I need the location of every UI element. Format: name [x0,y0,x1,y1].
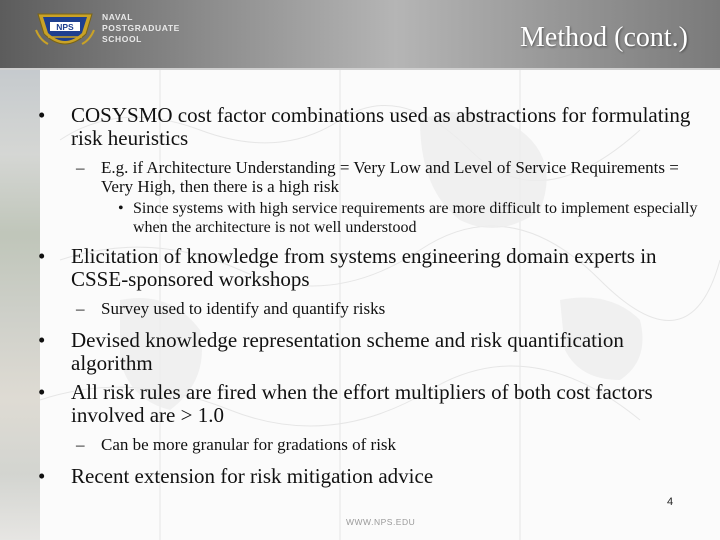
sub-bullet-text: Survey used to identify and quantify risks [101,299,386,318]
bullet-marker: • [38,103,46,127]
sub-bullet-1-1 [38,158,698,196]
bullet-marker: • [118,200,124,217]
bullet-text: Elicitation of knowledge from systems engineering domain experts in CSSE-sponsored workshops [71,244,657,291]
nps-emblem-icon [34,10,96,54]
bullet-3 [38,329,698,375]
emblem-acronym: NPS [56,22,74,32]
bullet-marker: • [38,464,46,488]
bullet-text: Recent extension for risk mitigation advice [71,464,434,488]
header-divider [0,68,720,70]
sub-bullet-4-1 [38,435,698,454]
sub-bullet-2-1 [38,299,698,318]
footer-url: WWW.NPS.EDU [346,517,416,527]
school-wordmark [102,12,180,45]
sub-sub-bullet-text: Since systems with high service requirements are more difficult to implement especially when the architecture is not well understood [133,200,698,236]
bullet-text: Devised knowledge representation scheme and risk quantification algorithm [71,328,624,375]
slide-body [38,104,698,496]
slide-title: Method (cont.) [520,22,688,53]
bullet-marker: • [38,328,46,352]
dash-marker: – [76,435,85,454]
bullet-5 [38,465,698,488]
campus-photo-strip [0,70,40,540]
sub-sub-bullet-1-1-1 [38,199,698,237]
sub-bullet-text: E.g. if Architecture Understanding = Very Low and Level of Service Requirements = Very High, then there is a high risk [101,158,679,196]
wordmark-line-3: SCHOOL [102,34,142,44]
dash-marker: – [76,158,85,177]
header-banner [0,0,720,68]
bullet-marker: • [38,380,46,404]
bullet-marker: • [38,244,46,268]
wordmark-line-1: NAVAL [102,12,134,22]
bullet-4 [38,381,698,427]
bullet-text: COSYSMO cost factor combinations used as abstractions for formulating risk heuristics [71,103,691,150]
sub-bullet-text: Can be more granular for gradations of risk [101,435,397,454]
bullet-text: All risk rules are fired when the effort multipliers of both cost factors involved are > 1.0 [71,380,653,427]
bullet-2 [38,245,698,291]
wordmark-line-2: POSTGRADUATE [102,23,180,33]
page-number: 4 [667,496,674,508]
dash-marker: – [76,299,85,318]
bullet-1 [38,104,698,150]
